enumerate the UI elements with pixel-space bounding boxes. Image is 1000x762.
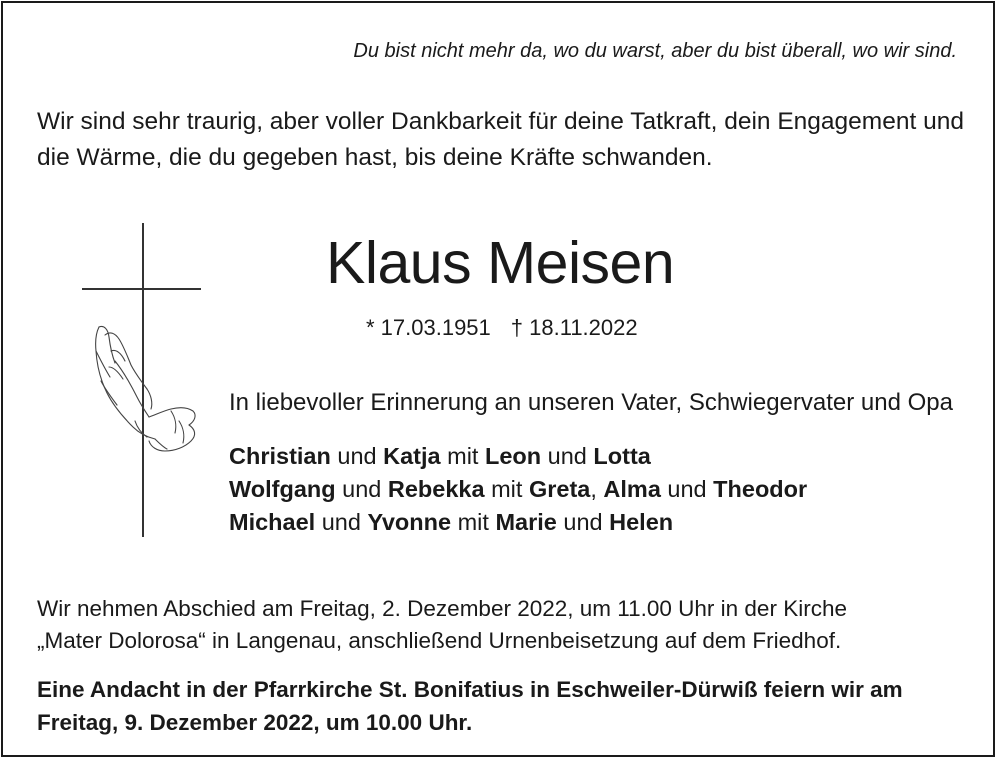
birth-date: * 17.03.1951 <box>366 315 491 340</box>
death-date: † 18.11.2022 <box>510 315 638 340</box>
family-connector: mit <box>484 476 529 502</box>
service-announcement <box>37 673 977 739</box>
motto-quote: Du bist nicht mehr da, wo du warst, aber du bist überall, wo wir sind. <box>353 40 957 62</box>
family-row-3 <box>229 506 807 539</box>
farewell-line-2: „Mater Dolorosa“ in Langenau, anschließend Urnenbeisetzung auf dem Friedhof. <box>37 628 842 653</box>
deceased-name: Klaus Meisen <box>326 230 675 296</box>
family-name: Marie <box>495 509 557 535</box>
obituary-frame <box>1 1 995 757</box>
family-name: Christian <box>229 443 331 469</box>
family-list <box>229 440 807 539</box>
farewell-line-1: Wir nehmen Abschied am Freitag, 2. Dezember 2022, um 11.00 Uhr in der Kirche <box>37 596 847 621</box>
intro-line-2: die Wärme, die du gegeben hast, bis deine Kräfte schwanden. <box>37 144 713 171</box>
farewell-text <box>37 593 977 657</box>
family-name: Rebekka <box>387 476 485 502</box>
service-line-2: Freitag, 9. Dezember 2022, um 10.00 Uhr. <box>37 710 473 735</box>
family-connector: mit <box>451 509 496 535</box>
family-row-1 <box>229 440 807 473</box>
service-line-1: Eine Andacht in der Pfarrkirche St. Bonifatius in Eschweiler-Dürwiß feiern wir am <box>37 677 903 702</box>
family-row-2 <box>229 473 807 506</box>
family-connector: und <box>330 443 384 469</box>
family-name: Leon <box>485 443 542 469</box>
family-name: Yvonne <box>367 509 452 535</box>
family-name: Helen <box>609 509 674 535</box>
family-name: Alma <box>603 476 661 502</box>
life-dates <box>366 315 638 341</box>
cross-with-praying-hands-icon <box>79 221 219 541</box>
family-connector: und <box>315 509 368 535</box>
family-connector: mit <box>440 443 485 469</box>
family-connector: , <box>590 476 604 502</box>
praying-hands-icon <box>96 326 195 451</box>
family-connector: und <box>660 476 714 502</box>
memory-line: In liebevoller Erinnerung an unseren Vater, Schwiegervater und Opa <box>229 389 953 416</box>
family-name: Michael <box>229 509 316 535</box>
family-name: Greta <box>528 476 591 502</box>
intro-line-1: Wir sind sehr traurig, aber voller Dankbarkeit für deine Tatkraft, dein Engagement und <box>37 108 964 135</box>
family-connector: und <box>335 476 388 502</box>
family-connector: und <box>541 443 594 469</box>
family-connector: und <box>556 509 610 535</box>
family-name: Theodor <box>713 476 808 502</box>
family-name: Wolfgang <box>229 476 336 502</box>
family-name: Lotta <box>593 443 651 469</box>
cross-icon <box>82 223 201 537</box>
intro-text <box>37 104 977 176</box>
family-name: Katja <box>383 443 441 469</box>
